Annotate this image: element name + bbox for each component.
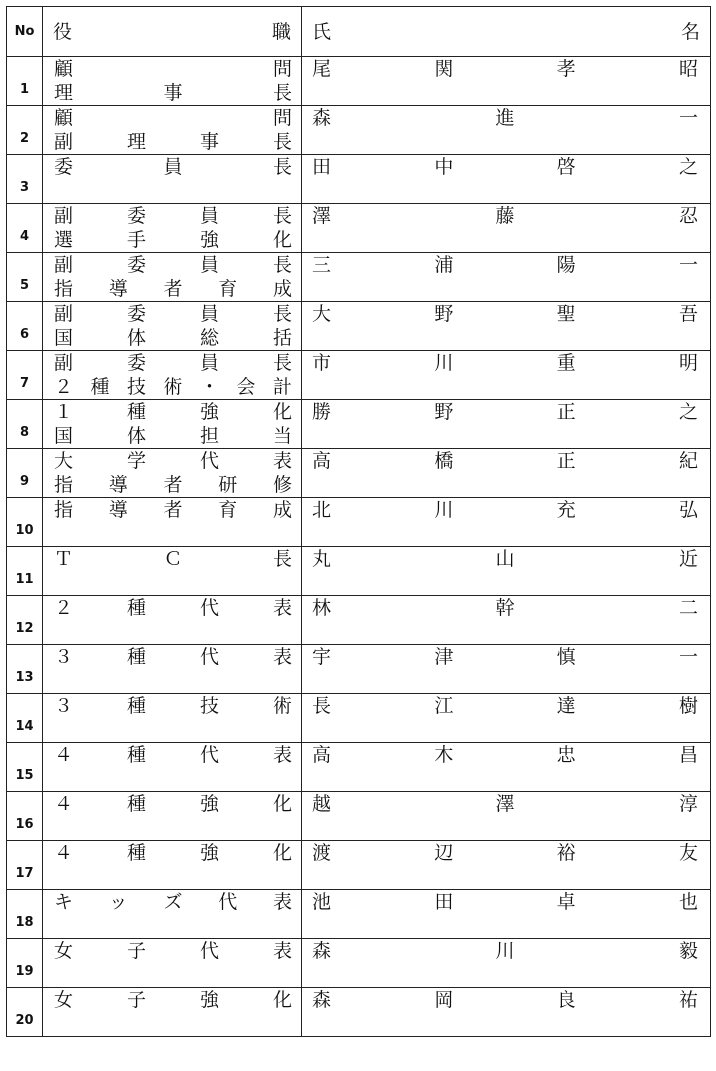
table-row <box>7 645 711 694</box>
role-cell <box>43 302 302 351</box>
row-number: 7 <box>7 351 43 400</box>
person-name: 宇 津 慎 一 <box>312 646 698 668</box>
role-cell <box>43 743 302 792</box>
role-cell <box>43 57 302 106</box>
row-number: 19 <box>7 939 43 988</box>
role-text: 副 理 事 長 <box>54 131 292 153</box>
role-text: 顧 問 <box>54 58 292 80</box>
row-number: 3 <box>7 155 43 204</box>
row-number: 4 <box>7 204 43 253</box>
role-text: Ｔ Ｃ 長 <box>54 548 292 570</box>
person-name: 森 川 毅 <box>312 940 698 962</box>
role-text: １ 種 強 化 <box>54 401 292 423</box>
role-text: 国 体 担 当 <box>54 425 292 447</box>
role-text: 国 体 総 括 <box>54 327 292 349</box>
table-row <box>7 596 711 645</box>
table-row <box>7 302 711 351</box>
role-text: 選 手 強 化 <box>54 229 292 251</box>
person-name: 北 川 充 弘 <box>312 499 698 521</box>
person-name: 三 浦 陽 一 <box>312 254 698 276</box>
name-cell <box>302 743 711 792</box>
row-number: 1 <box>7 57 43 106</box>
table-row <box>7 253 711 302</box>
name-cell <box>302 204 711 253</box>
role-cell <box>43 155 302 204</box>
person-name: 渡 辺 裕 友 <box>312 842 698 864</box>
header-no: No <box>7 7 43 57</box>
name-cell <box>302 449 711 498</box>
header-name-text: 氏 名 <box>312 20 700 43</box>
role-text: 顧 問 <box>54 107 292 129</box>
table-row <box>7 204 711 253</box>
table-row <box>7 155 711 204</box>
role-text: 副 委 員 長 <box>54 205 292 227</box>
person-name: 森 進 一 <box>312 107 698 129</box>
role-text: 理 事 長 <box>54 82 292 104</box>
role-text: ３ 種 技 術 <box>54 695 292 717</box>
name-cell <box>302 351 711 400</box>
role-text: ２ 種 技 術 ・ 会 計 <box>54 376 292 398</box>
row-number: 13 <box>7 645 43 694</box>
role-text: キ ッ ズ 代 表 <box>54 891 292 913</box>
role-cell <box>43 351 302 400</box>
role-text: 女 子 代 表 <box>54 940 292 962</box>
person-name: 高 木 忠 昌 <box>312 744 698 766</box>
table-header-row <box>7 7 711 57</box>
name-cell <box>302 939 711 988</box>
table-row <box>7 743 711 792</box>
table-row <box>7 498 711 547</box>
person-name: 池 田 卓 也 <box>312 891 698 913</box>
person-name: 越 澤 淳 <box>312 793 698 815</box>
role-cell <box>43 890 302 939</box>
name-cell <box>302 106 711 155</box>
row-number: 10 <box>7 498 43 547</box>
role-text: 指 導 者 育 成 <box>54 499 292 521</box>
name-cell <box>302 841 711 890</box>
name-cell <box>302 645 711 694</box>
header-role <box>43 7 302 57</box>
table-row <box>7 106 711 155</box>
row-number: 14 <box>7 694 43 743</box>
table-row <box>7 988 711 1037</box>
row-number: 16 <box>7 792 43 841</box>
person-name: 高 橋 正 紀 <box>312 450 698 472</box>
role-cell <box>43 939 302 988</box>
role-cell <box>43 694 302 743</box>
table-row <box>7 449 711 498</box>
role-cell <box>43 596 302 645</box>
row-number: 11 <box>7 547 43 596</box>
row-number: 9 <box>7 449 43 498</box>
role-text: 副 委 員 長 <box>54 352 292 374</box>
table-row <box>7 400 711 449</box>
role-cell <box>43 988 302 1037</box>
header-name <box>302 7 711 57</box>
person-name: 尾 関 孝 昭 <box>312 58 698 80</box>
name-cell <box>302 547 711 596</box>
name-cell <box>302 792 711 841</box>
name-cell <box>302 155 711 204</box>
table-row <box>7 547 711 596</box>
person-name: 森 岡 良 祐 <box>312 989 698 1011</box>
table-row <box>7 694 711 743</box>
row-number: 18 <box>7 890 43 939</box>
row-number: 12 <box>7 596 43 645</box>
person-name: 林 幹 二 <box>312 597 698 619</box>
person-name: 田 中 啓 之 <box>312 156 698 178</box>
role-text: ３ 種 代 表 <box>54 646 292 668</box>
role-cell <box>43 449 302 498</box>
role-text: ４ 種 強 化 <box>54 793 292 815</box>
name-cell <box>302 596 711 645</box>
person-name: 澤 藤 忍 <box>312 205 698 227</box>
row-number: 6 <box>7 302 43 351</box>
name-cell <box>302 253 711 302</box>
person-name: 長 江 達 樹 <box>312 695 698 717</box>
person-name: 市 川 重 明 <box>312 352 698 374</box>
name-cell <box>302 988 711 1037</box>
table-row <box>7 841 711 890</box>
name-cell <box>302 498 711 547</box>
officers-table <box>6 6 711 1037</box>
role-cell <box>43 204 302 253</box>
row-number: 15 <box>7 743 43 792</box>
row-number: 2 <box>7 106 43 155</box>
role-text: 大 学 代 表 <box>54 450 292 472</box>
row-number: 20 <box>7 988 43 1037</box>
role-text: ４ 種 代 表 <box>54 744 292 766</box>
role-text: 指 導 者 研 修 <box>54 474 292 496</box>
role-cell <box>43 400 302 449</box>
name-cell <box>302 890 711 939</box>
role-text: 副 委 員 長 <box>54 303 292 325</box>
role-cell <box>43 841 302 890</box>
header-role-text: 役 職 <box>53 20 291 43</box>
role-text: 女 子 強 化 <box>54 989 292 1011</box>
table-row <box>7 57 711 106</box>
role-cell <box>43 547 302 596</box>
row-number: 8 <box>7 400 43 449</box>
table-row <box>7 939 711 988</box>
name-cell <box>302 694 711 743</box>
role-text: 委 員 長 <box>54 156 292 178</box>
role-text: ４ 種 強 化 <box>54 842 292 864</box>
name-cell <box>302 400 711 449</box>
table-row <box>7 351 711 400</box>
role-text: 指 導 者 育 成 <box>54 278 292 300</box>
role-cell <box>43 645 302 694</box>
person-name: 勝 野 正 之 <box>312 401 698 423</box>
table-row <box>7 890 711 939</box>
row-number: 5 <box>7 253 43 302</box>
person-name: 大 野 聖 吾 <box>312 303 698 325</box>
role-text: 副 委 員 長 <box>54 254 292 276</box>
name-cell <box>302 302 711 351</box>
role-cell <box>43 253 302 302</box>
name-cell <box>302 57 711 106</box>
role-text: ２ 種 代 表 <box>54 597 292 619</box>
role-cell <box>43 498 302 547</box>
person-name: 丸 山 近 <box>312 548 698 570</box>
role-cell <box>43 792 302 841</box>
table-row <box>7 792 711 841</box>
row-number: 17 <box>7 841 43 890</box>
role-cell <box>43 106 302 155</box>
